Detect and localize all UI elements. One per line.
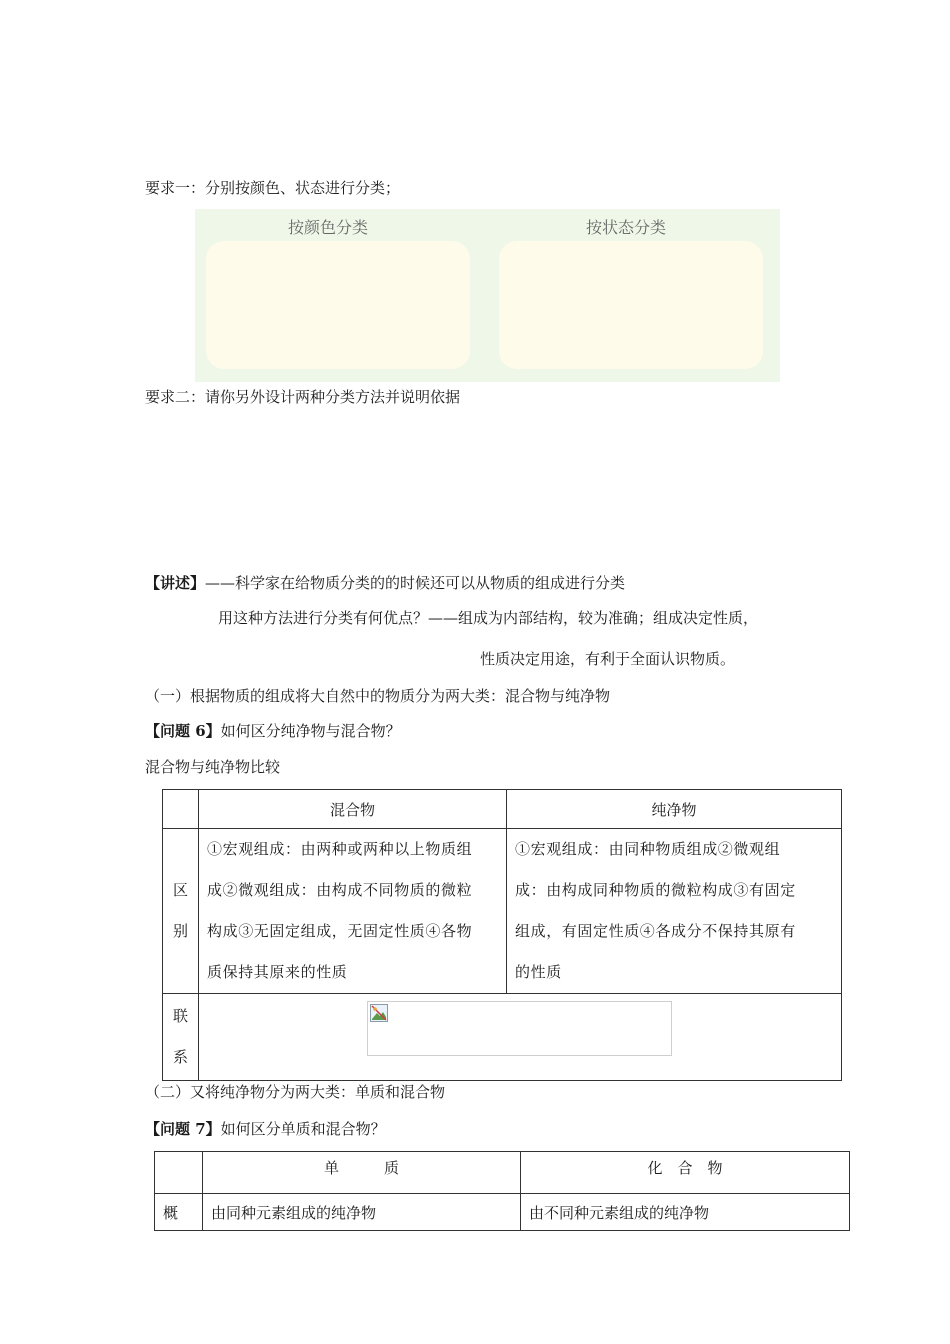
header-compound: 化 合 物 [521,1152,850,1194]
advantage-line: 用这种方法进行分类有何优点？——组成为内部结构，较为准确；组成决定性质， [218,609,759,627]
state-classification-box[interactable] [499,241,763,369]
question-seven [145,1119,386,1139]
element-definition: 由同种元素组成的纯净物 [203,1194,521,1231]
compound-definition: 由不同种元素组成的纯净物 [521,1194,850,1231]
row-label-concept: 概 [155,1194,203,1231]
requirement-two: 要求二：请你另外设计两种分类方法并说明依据 [145,388,461,406]
broken-image-icon [370,1004,388,1022]
row-label-difference: 区 别 [163,829,199,994]
requirement-one: 要求一：分别按颜色、状态进行分类； [145,179,401,197]
element-compound-table [154,1151,850,1231]
advantage-line-2: 性质决定用途，有利于全面认识物质。 [480,650,736,668]
question-seven-text: 如何区分单质和混合物？ [220,1120,386,1138]
color-classification-box[interactable] [206,241,470,369]
header-mixture: 混合物 [199,790,507,829]
header-element: 单 质 [203,1152,521,1194]
section-one-heading: （一）根据物质的组成将大自然中的物质分为两大类：混合物与纯净物 [145,687,611,705]
row-label-relation: 联 系 [163,994,199,1081]
color-classification-label: 按颜色分类 [288,218,369,237]
section-two-heading: （二）又将纯净物分为两大类：单质和混合物 [145,1083,446,1101]
question-six-tag: 【问题 6】 [145,722,221,740]
table1-corner [163,790,199,829]
lecture-tag: 【讲述】 [145,574,206,592]
lecture-text: ——科学家在给物质分类的的时候还可以从物质的组成进行分类 [205,574,626,592]
question-six-text: 如何区分纯净物与混合物？ [220,722,401,740]
lecture-line [145,573,625,593]
question-seven-tag: 【问题 7】 [145,1120,221,1138]
header-pure: 纯净物 [507,790,842,829]
comparison-title: 混合物与纯净物比较 [145,758,281,776]
mixture-description: ①宏观组成：由两种或两种以上物质组 成②微观组成：由构成不同物质的微粒 构成③无固定组成，无固定性质④各物 质保持其原来的性质 [199,829,507,994]
question-six [145,721,401,741]
table2-corner [155,1152,203,1194]
pure-description: ①宏观组成：由同种物质组成②微观组 成：由构成同种物质的微粒构成③有固定 组成，有固定性质④各成分不保持其原有 的性质 [507,829,842,994]
state-classification-label: 按状态分类 [586,218,667,237]
image-placeholder [367,1001,672,1056]
classification-panel [195,209,780,382]
